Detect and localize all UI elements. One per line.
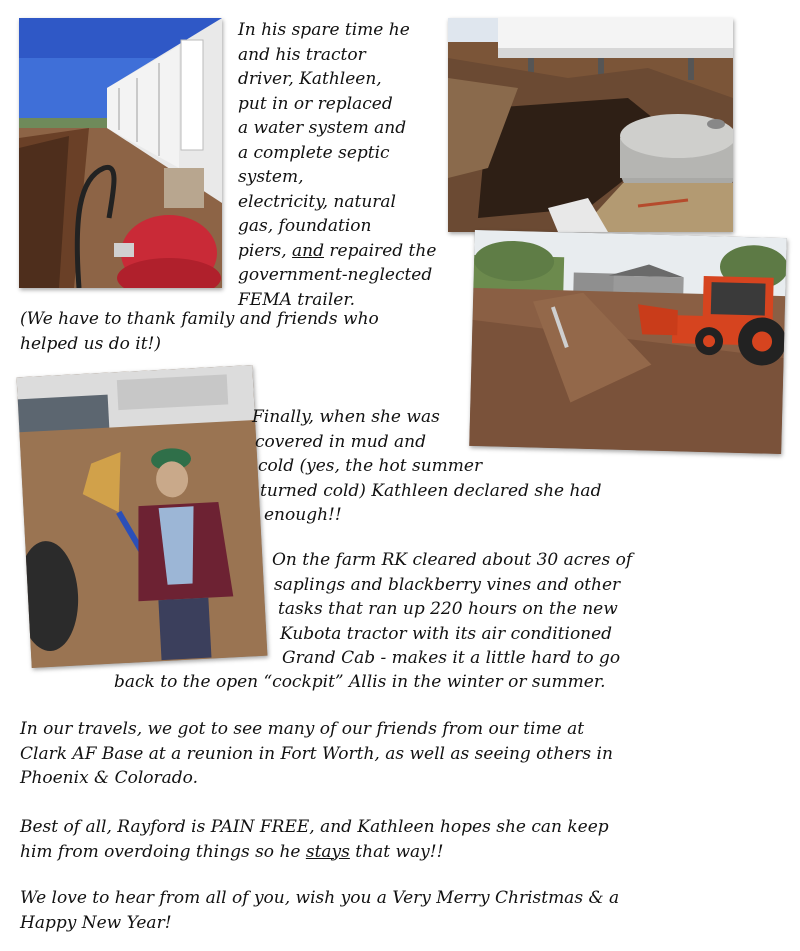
intro-line: electricity, natural: [238, 191, 396, 212]
best-line: Best of all, Rayford is PAIN FREE, and Kathleen hopes she can keep: [20, 817, 609, 837]
best-stays-underlined: stays: [305, 841, 350, 862]
finally-paragraph: [252, 405, 601, 528]
farm-line: tasks that ran up 220 hours on the new: [278, 599, 618, 619]
farm-last-line: back to the open “cockpit” Allis in the winter or summer.: [114, 672, 606, 692]
intro-line: a complete septic: [238, 142, 390, 163]
intro-line: system,: [238, 167, 304, 187]
travels-line: In our travels, we got to see many of our friends from our time at: [20, 719, 585, 739]
thanks-line: (We have to thank family and friends who: [20, 309, 379, 329]
intro-and-underlined: and: [292, 240, 325, 261]
farm-line: On the farm RK cleared about 30 acres of: [272, 550, 633, 570]
septic-tank-photo: [448, 18, 733, 232]
closing-line: Happy New Year!: [20, 912, 172, 933]
intro-line: a water system and: [238, 118, 407, 138]
closing-paragraph: [20, 886, 619, 935]
farm-line: Grand Cab - makes it a little hard to go: [282, 648, 621, 668]
finally-line: Finally, when she was: [252, 407, 440, 427]
finally-line: covered in mud and: [255, 431, 427, 452]
intro-line: gas, foundation: [238, 216, 372, 236]
best-paragraph: [20, 815, 609, 864]
intro-line: FEMA trailer.: [238, 289, 355, 310]
farm-line: Kubota tractor with its air conditioned: [280, 623, 613, 644]
best-line: [20, 840, 609, 865]
best-line2-pre: him from overdoing things so he: [20, 841, 306, 862]
intro-line: [238, 239, 436, 264]
intro-piers-pre: piers,: [238, 240, 293, 261]
farm-paragraph: [272, 548, 632, 671]
finally-line: cold (yes, the hot summer: [258, 456, 483, 476]
travels-line: Clark AF Base at a reunion in Fort Worth, as well as seeing others in: [20, 743, 613, 764]
trailer-trench-photo: [19, 18, 222, 288]
intro-line: put in or replaced: [238, 93, 393, 114]
thanks-paragraph: [20, 307, 379, 356]
kathleen-with-broom-photo: [17, 365, 268, 668]
thanks-line: helped us do it!): [20, 333, 162, 354]
intro-line: government-neglected: [238, 265, 433, 285]
finally-line: enough!!: [264, 505, 342, 525]
intro-paragraph: [238, 18, 436, 312]
intro-line: driver, Kathleen,: [238, 69, 382, 89]
closing-line: We love to hear from all of you, wish you a Very Merry Christmas & a: [20, 888, 620, 908]
intro-line: In his spare time he: [238, 20, 410, 40]
best-line2-post: that way!!: [349, 841, 444, 862]
travels-line: Phoenix & Colorado.: [20, 768, 198, 788]
finally-line: turned cold) Kathleen declared she had: [260, 480, 602, 501]
intro-line: and his tractor: [238, 44, 366, 65]
farm-line: saplings and blackberry vines and other: [274, 574, 621, 595]
intro-piers-post: repaired the: [324, 240, 437, 261]
travels-paragraph: [20, 717, 613, 791]
